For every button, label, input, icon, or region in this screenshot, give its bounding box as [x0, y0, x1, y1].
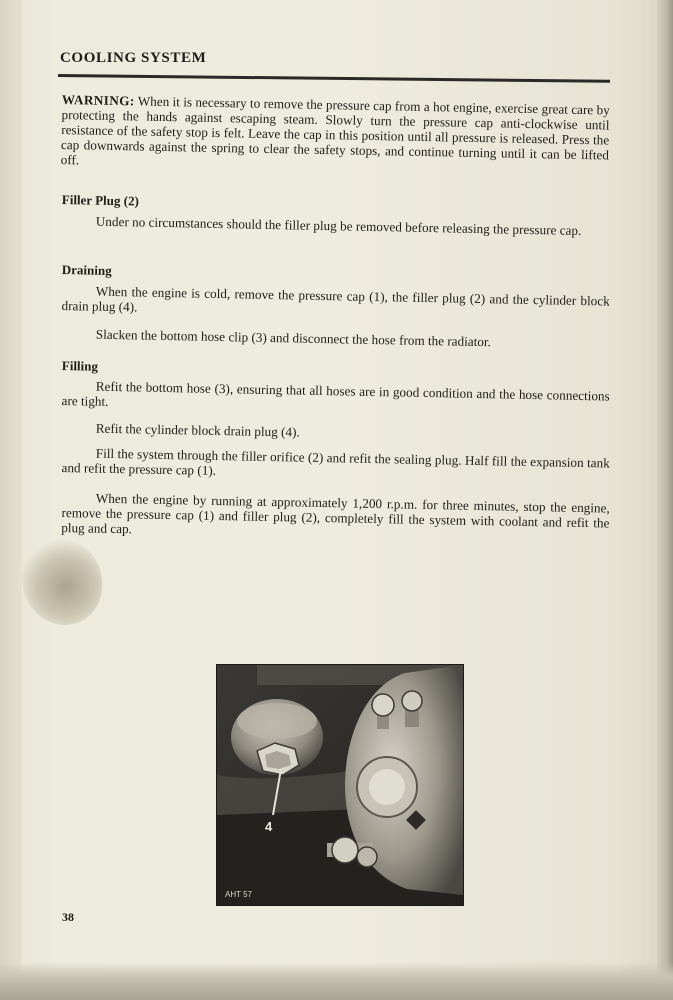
header-rule: [58, 74, 610, 83]
engine-drain-plug-photo: [216, 664, 464, 906]
callout-4-label: 4: [265, 819, 273, 834]
warning-label: WARNING:: [61, 92, 135, 109]
figure-caption: AHT 57: [225, 890, 252, 899]
warning-text: When it is necessary to remove the pressure cap from a hot engine, exercise great care by protecting the hands against escaping steam. Slowly turn the pressure cap anti-clockwise until resistance of the safety stop is felt. Leave the cap in this position until all pressure is released. Press the cap downwards against the spring to clear the safety stops, and continue turning until it can be lifted off.: [60, 93, 610, 168]
filler-plug-heading: Filler Plug (2): [61, 192, 140, 209]
filling-paragraph-3: Fill the system through the filler orifice (2) and refit the sealing plug. Half fill the expansion tank and refit the pressure cap (1).: [61, 445, 610, 478]
draining-paragraph-2: Slacken the bottom hose clip (3) and disconnect the hose from the radiator.: [95, 326, 492, 350]
filler-plug-text: Under no circumstances should the filler plug be removed before releasing the pressure cap.: [95, 213, 582, 238]
engine-illustration: [217, 665, 463, 905]
filling-paragraph-2: Refit the cylinder block drain plug (4).: [95, 420, 300, 440]
page-number: 38: [62, 910, 74, 924]
filling-heading: Filling: [61, 358, 99, 374]
draining-heading: Draining: [61, 262, 112, 278]
filling-paragraph-4: When the engine by running at approximately 1,200 r.p.m. for three minutes, stop the engine, remove the pressure cap (1) and filler plug (2), completely fill the system with coolant and refit the plug and cap.: [61, 490, 610, 537]
filling-paragraph-1: Refit the bottom hose (3), ensuring that all hoses are in good condition and the hose connections are tight.: [61, 378, 610, 409]
draining-paragraph-1: When the engine is cold, remove the pressure cap (1), the filler plug (2) and the cylinder block drain plug (4).: [61, 283, 610, 315]
section-header: COOLING SYSTEM: [60, 50, 207, 66]
warning-block: [61, 92, 610, 178]
